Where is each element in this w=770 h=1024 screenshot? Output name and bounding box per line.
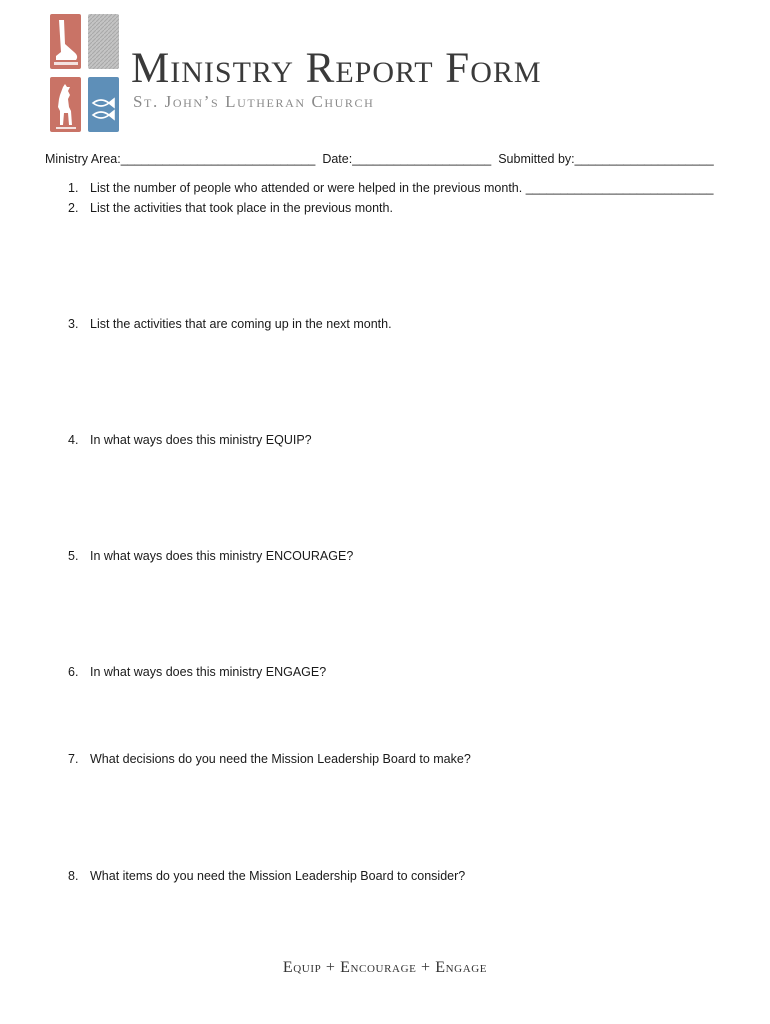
question-3: 3. List the activities that are coming up in the next month. bbox=[68, 317, 392, 331]
question-8: 8. What items do you need the Mission Leadership Board to consider? bbox=[68, 869, 466, 883]
page-title: Ministry Report Form bbox=[131, 45, 542, 92]
question-7: 7. What decisions do you need the Mission Leadership Board to make? bbox=[68, 752, 471, 766]
church-name: St. John’s Lutheran Church bbox=[133, 92, 375, 111]
texture-icon bbox=[88, 14, 119, 69]
question-1: 1. List the number of people who attended or were helped in the previous month. ___________________________ bbox=[68, 181, 714, 195]
question-2: 2. List the activities that took place in the previous month. bbox=[68, 201, 393, 215]
question-4: 4. In what ways does this ministry EQUIP? bbox=[68, 433, 312, 447]
form-meta bbox=[45, 152, 714, 166]
footer-motto: Equip + Encourage + Engage bbox=[282, 959, 488, 976]
submitted-by-field[interactable]: Submitted by:____________________ bbox=[498, 152, 714, 166]
question-6: 6. In what ways does this ministry ENGAGE? bbox=[68, 665, 327, 679]
date-field[interactable]: Date:____________________ bbox=[322, 152, 492, 166]
lamb-icon bbox=[50, 77, 81, 132]
question-5: 5. In what ways does this ministry ENCOURAGE? bbox=[68, 549, 354, 563]
ministry-area-field[interactable]: Ministry Area:____________________________ bbox=[45, 152, 316, 166]
fish-icon bbox=[88, 77, 119, 132]
church-logo bbox=[50, 14, 120, 132]
boot-icon bbox=[50, 14, 81, 69]
